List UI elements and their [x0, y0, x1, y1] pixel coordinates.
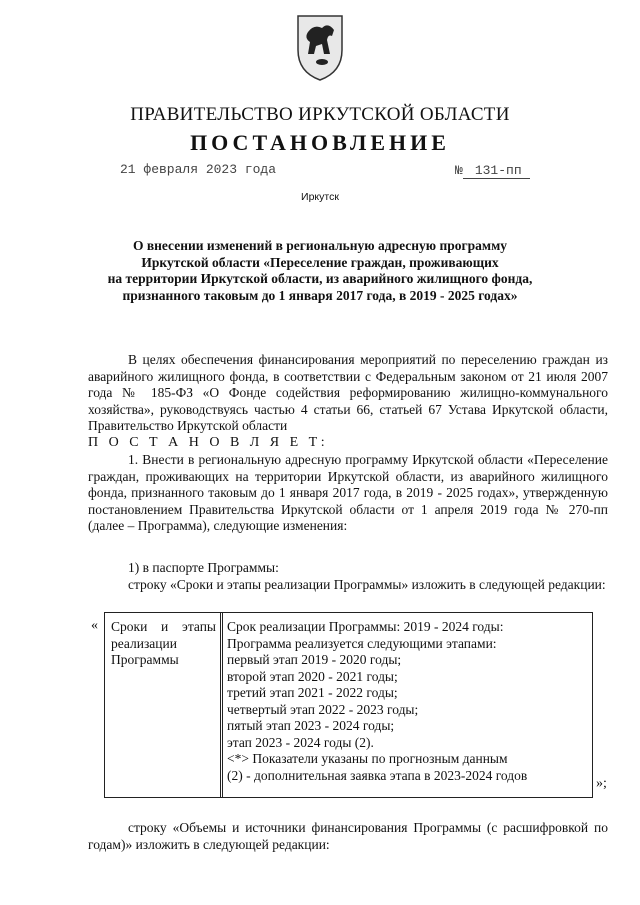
row-value-line: Программа реализуется следующими этапами:	[227, 635, 497, 651]
table-row-value-cell	[223, 613, 592, 797]
table-open-quote: «	[91, 618, 98, 633]
row-value-line: четвертый этап 2022 - 2023 годы;	[227, 701, 419, 717]
row-value-line: <*> Показатели указаны по прогнозным данным	[227, 751, 508, 766]
table-close-quote: »;	[596, 776, 607, 791]
city-name: Иркутск	[301, 191, 339, 203]
subject-line: Иркутской области «Переселение граждан, проживающих	[141, 254, 499, 270]
row-value-line: первый этап 2019 - 2020 годы;	[227, 652, 402, 667]
irkutsk-coat-of-arms-icon	[294, 10, 346, 82]
row-intro-paragraph: строку «Сроки и этапы реализации Программы» изложить в следующей редакции:	[128, 577, 606, 592]
row-label-line: реализации	[111, 635, 177, 651]
government-name: ПРАВИТЕЛЬСТВО ИРКУТСКОЙ ОБЛАСТИ	[130, 104, 510, 125]
decree-number	[455, 163, 530, 178]
row-label-line: Программы	[111, 652, 179, 667]
subject-line: на территории Иркутской области, из аварийного жилищного фонда,	[107, 271, 533, 286]
decree-subject	[90, 238, 550, 304]
row-value-line: третий этап 2021 - 2022 годы;	[227, 685, 398, 700]
preamble-paragraph: В целях обеспечения финансирования мероприятий по переселению граждан из аварийного жилищного фонда, в соответствии с Федеральным законом от 21 июля 2007 года № 185-ФЗ «О Фонде содействия реформированию жилищно-коммунального хозяйства», руководствуясь частью 4 статьи 66, статьей 67 Устава Иркутской области, Правительство Иркутской области	[88, 352, 608, 433]
item-1-sub-1: 1) в паспорте Программы:	[128, 560, 279, 575]
subject-line: признанного таковым до 1 января 2017 года, в 2019 - 2025 годах»	[122, 287, 518, 303]
row-value-line: Срок реализации Программы: 2019 - 2024 годы:	[227, 619, 504, 634]
document-type-title: ПОСТАНОВЛЕНИЕ	[190, 130, 450, 155]
decree-word: П О С Т А Н О В Л Я Е Т:	[88, 435, 329, 450]
number-prefix: №	[455, 163, 463, 178]
row-value-line: (2) - дополнительная заявка этапа в 2023-2024 годов	[227, 767, 528, 783]
table-row-label-cell	[105, 613, 223, 797]
passport-table	[104, 612, 593, 798]
row-value-line: второй этап 2020 - 2021 годы;	[227, 668, 398, 684]
row-label-line: Сроки и этапы	[111, 619, 216, 634]
decree-date: 21 февраля 2023 года	[120, 162, 277, 177]
item-1-paragraph: 1. Внести в региональную адресную программу Иркутской области «Переселение граждан, проживающих на территории Иркутской области, из аварийного жилищного фонда, признанного таковым до 1 января 2017 года, в 2019 - 2025 годах», утвержденную постановлением Правительства Иркутской области от 1 апреля 2019 года № 270-пп (далее – Программа), следующие изменения:	[88, 452, 608, 533]
row-value-line: пятый этап 2023 - 2024 годы;	[227, 718, 395, 733]
number-value: 131-пп	[463, 163, 530, 179]
row-value-line: этап 2023 - 2024 годы (2).	[227, 734, 374, 750]
financing-row-intro: строку «Объемы и источники финансирования Программы (с расшифровкой по годам)» изложить в следующей редакции:	[88, 820, 608, 852]
subject-line: О внесении изменений в региональную адресную программу	[132, 238, 508, 253]
